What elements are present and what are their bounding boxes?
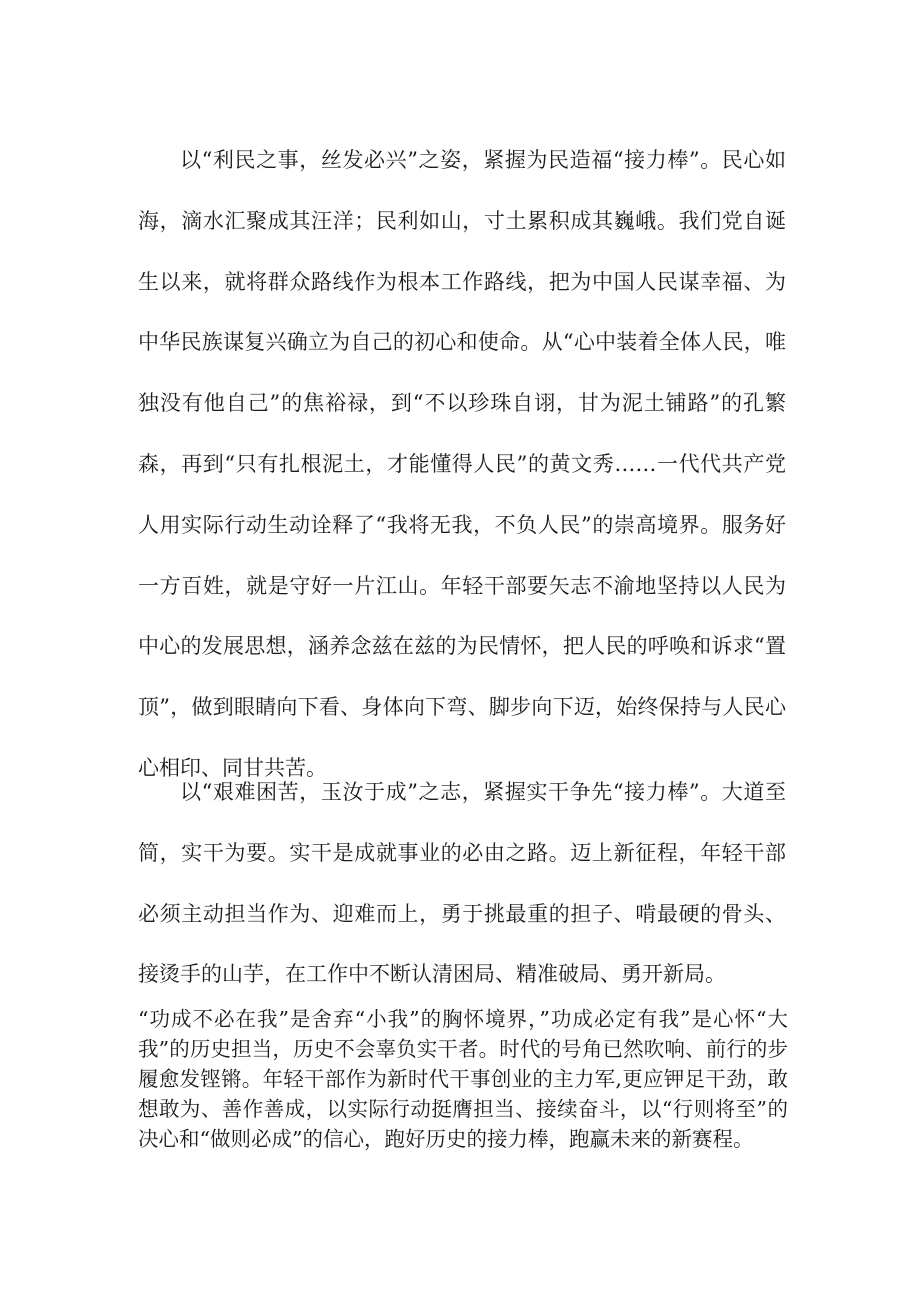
paragraph-historic-responsibility: “功成不必在我”是舍弃“小我”的胸怀境界，”功成必定有我”是心怀“大我”的历史担当，历史不会辜负实干者。时代的号角已然吹响、前行的步履愈发铿锵。年轻干部作为新时代干事创业的主力军,更应钾足干劲，敢想敢为、善作善成，以实际行动挺膺担当、接续奋斗，以“行则将至”的决心和“做则必成”的信心，跑好历史的接力棒，跑赢未来的新赛程。 xyxy=(138,1007,788,1151)
paragraph-hard-work: 以“艰难困苦，玉汝于成”之志，紧握实干争先“接力棒”。大道至简，实干为要。实干是成就事业的必由之路。迈上新征程，年轻干部必须主动担当作为、迎难而上，勇于挑最重的担子、啃最硬的骨头、接烫手的山芋，在工作中不断认清困局、精准破局、勇开新局。 xyxy=(138,780,786,987)
paragraph-for-the-people: 以“利民之事，丝发必兴”之姿，紧握为民造福“接力棒”。民心如海，滴水汇聚成其汪洋；民利如山，寸土累积成其巍峨。我们党自诞生以来，就将群众路线作为根本工作路线，把为中国人民谋幸福、为中华民族谋复兴确立为自己的初心和使命。从“心中装着全体人民，唯独没有他自己”的焦裕禄，到“不以珍珠自诩，甘为泥土铺路”的孔繁森，再到“只有扎根泥土，才能懂得人民”的黄文秀……一代代共产党人用实际行动生动诠释了“我将无我，不负人民”的崇高境界。服务好一方百姓，就是守好一片江山。年轻干部要矢志不渝地坚持以人民为中心的发展思想，涵养念兹在兹的为民情怀，把人民的呼唤和诉求“置顶”，做到眼睛向下看、身体向下弯、脚步向下迈，始终保持与人民心心相印、同甘共苦。 xyxy=(138,148,786,780)
